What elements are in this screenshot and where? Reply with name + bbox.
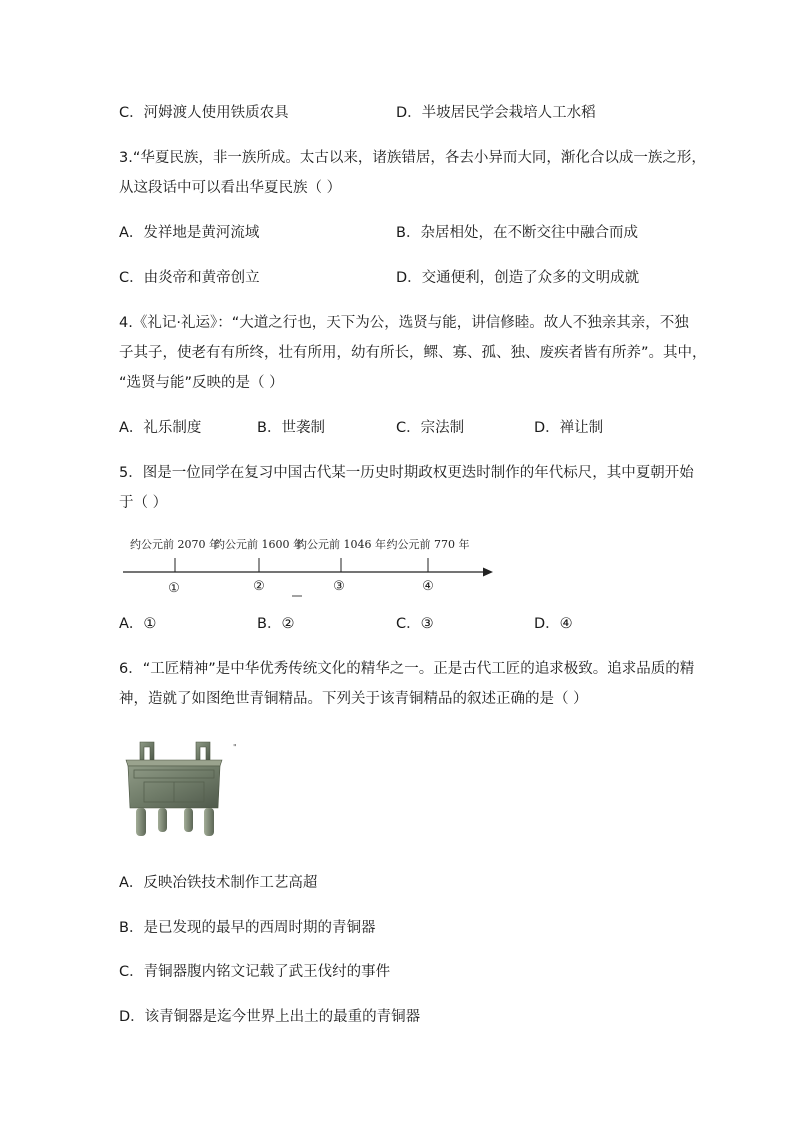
q3-option-c: C．由炎帝和黄帝创立 [119,270,260,286]
q5-stem-line-2: 于（ ） [119,495,168,511]
q6-option-c: C．青铜器腹内铭文记载了武王伐纣的事件 [119,964,391,980]
q6-option-a: A．反映冶铁技术制作工艺高超 [119,875,318,891]
q5-option-d: D．④ [534,616,573,632]
q5-option-c: C．③ [396,616,434,632]
q4-option-a: A．礼乐制度 [119,420,202,436]
q5-option-b: B．② [257,616,295,632]
q4-option-d: D．禅让制 [534,420,604,436]
timeline-label-4: 约公元前 770 年 [386,538,470,551]
q2-option-d: D．半坡居民学会栽培人工水稻 [396,105,596,121]
timeline-marker-3: ③ [333,579,345,594]
q6-stem-line-1: 6．“工匠精神”是中华优秀传统文化的精华之一。正是古代工匠的追求极致。追求品质的精 [119,661,695,677]
timeline-marker-2: ② [253,579,265,594]
timeline-marker-4: ④ [422,579,434,594]
timeline-arrow-icon [483,568,493,577]
image-corner-mark: " [233,743,237,752]
q6-option-d: D．该青铜器是迄今世界上出土的最重的青铜器 [119,1009,421,1025]
q3-option-d: D．交通便利，创造了众多的文明成就 [396,270,640,286]
q6-option-b: B．是已发现的最早的西周时期的青铜器 [119,920,376,936]
q3-option-a: A．发祥地是黄河流域 [119,225,260,241]
q3-stem-line-2: 从这段话中可以看出华夏民族（ ） [119,180,342,196]
q2-option-c: C．河姆渡人使用铁质农具 [119,105,289,121]
q5-option-a: A．① [119,616,157,632]
timeline-ruler [119,532,499,602]
q6-stem-line-2: 神，造就了如图绝世青铜精品。下列关于该青铜精品的叙述正确的是（ ） [119,691,588,707]
q3-stem-line-1: 3.“华夏民族，非一族所成。太古以来，诸族错居，各去小异而大同，渐化合以成一族之形， [119,150,706,166]
q5-stem-line-1: 5．图是一位同学在复习中国古代某一历史时期政权更迭时制作的年代标尺，其中夏朝开始 [119,465,694,481]
q3-option-b: B．杂居相处，在不断交往中融合而成 [396,225,638,241]
q4-stem-line-2: 子其子，使老有有所终，壮有所用，幼有所长，鳏、寡、孤、独、废疾者皆有所养”。其中， [119,345,707,361]
timeline-label-1: 约公元前 2070 年 [130,538,220,551]
bronze-ding-vessel-icon [122,738,226,842]
timeline-label-2: 约公元前 1600 年 [214,538,304,551]
q4-option-b: B．世袭制 [257,420,325,436]
q4-option-c: C．宗法制 [396,420,465,436]
timeline-marker-1: ① [168,581,180,596]
timeline-label-3: 约公元前 1046 年 [296,538,386,551]
q4-stem-line-1: 4.《礼记·礼运》：“大道之行也，天下为公，选贤与能，讲信修睦。故人不独亲其亲，不独 [119,315,689,331]
q4-stem-line-3: “选贤与能”反映的是（ ） [119,375,284,391]
